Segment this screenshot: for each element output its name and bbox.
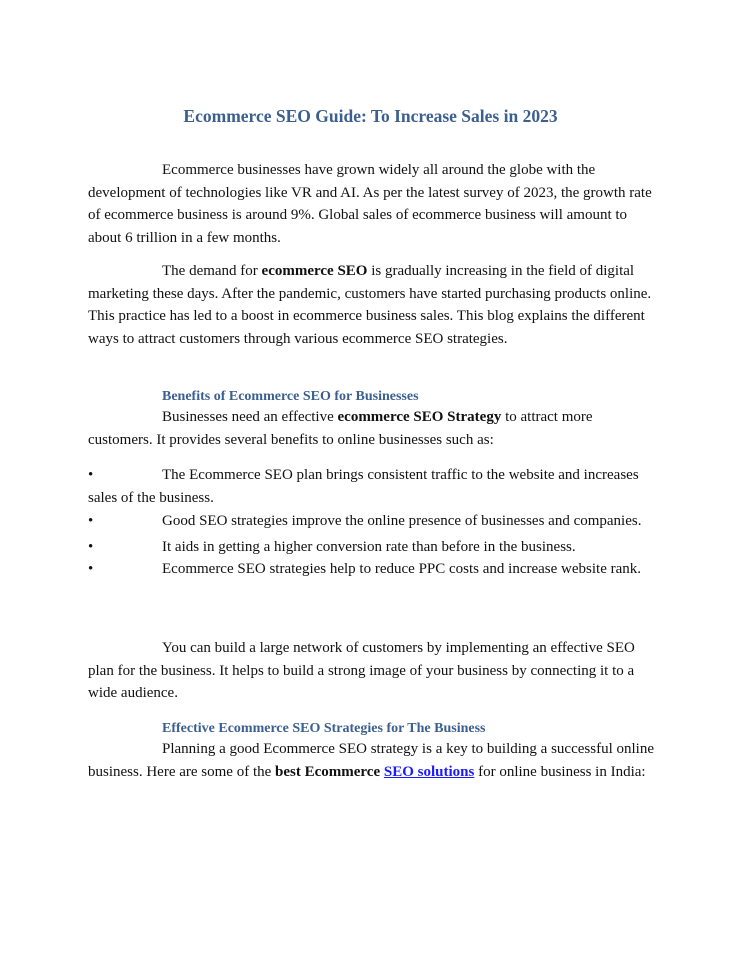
benefits-paragraph: Businesses need an effective ecommerce SEO Strategy to attract more customers. It provides several benefits to online businesses such as: <box>88 409 593 448</box>
list-item: • Ecommerce SEO strategies help to reduce PPC costs and increase website rank. <box>88 558 658 581</box>
benefits-paragraph-block <box>88 406 658 451</box>
list-item: • It aids in getting a higher conversion rate than before in the business. <box>88 536 658 559</box>
benefits-list <box>88 464 658 581</box>
bullet-icon: • <box>88 561 94 577</box>
benefits-heading: Benefits of Ecommerce SEO for Businesses <box>162 389 419 404</box>
bullet-icon: • <box>88 467 94 483</box>
intro-paragraph: Ecommerce businesses have grown widely all around the globe with the development of technologies like VR and AI. As per the latest survey of 2023, the growth rate of ecommerce business is around 9%. Global sales of ecommerce business will amount to about 6 trillion in a few months. <box>88 162 652 246</box>
seo-solutions-link[interactable]: SEO solutions <box>383 763 475 780</box>
demand-paragraph: The demand for ecommerce SEO is gradually increasing in the field of digital marketing these days. After the pandemic, customers have started purchasing products online. This practice has led to a boost in ecommerce business sales. This blog explains the different ways to attract customers through various ecommerce SEO strategies. <box>88 263 652 347</box>
strategies-paragraph: Planning a good Ecommerce SEO strategy is a key to building a successful online business. Here are some of the best Ecommerce SEO solutions for online business in India: <box>88 741 654 780</box>
strategies-paragraph-block <box>88 738 658 783</box>
bullet-icon: • <box>88 513 94 529</box>
document-title: Ecommerce SEO Guide: To Increase Sales in 2023 <box>183 106 558 126</box>
list-item: • Good SEO strategies improve the online presence of businesses and companies. <box>88 510 658 533</box>
list-item: • The Ecommerce SEO plan brings consistent traffic to the website and increases sales of the business. <box>88 464 658 509</box>
strategies-heading: Effective Ecommerce SEO Strategies for The Business <box>162 721 486 736</box>
bullet-icon: • <box>88 538 94 555</box>
bold-best-ecommerce: best Ecommerce <box>275 763 381 780</box>
network-paragraph: You can build a large network of customers by implementing an effective SEO plan for the business. It helps to build a strong image of your business by connecting it to a wide audience. <box>88 640 635 701</box>
demand-paragraph-block <box>88 260 658 350</box>
network-paragraph-block <box>88 637 658 705</box>
intro-paragraph-block <box>88 159 658 249</box>
bold-ecommerce-seo: ecommerce SEO <box>261 263 368 279</box>
bold-seo-strategy: ecommerce SEO Strategy <box>337 409 502 425</box>
